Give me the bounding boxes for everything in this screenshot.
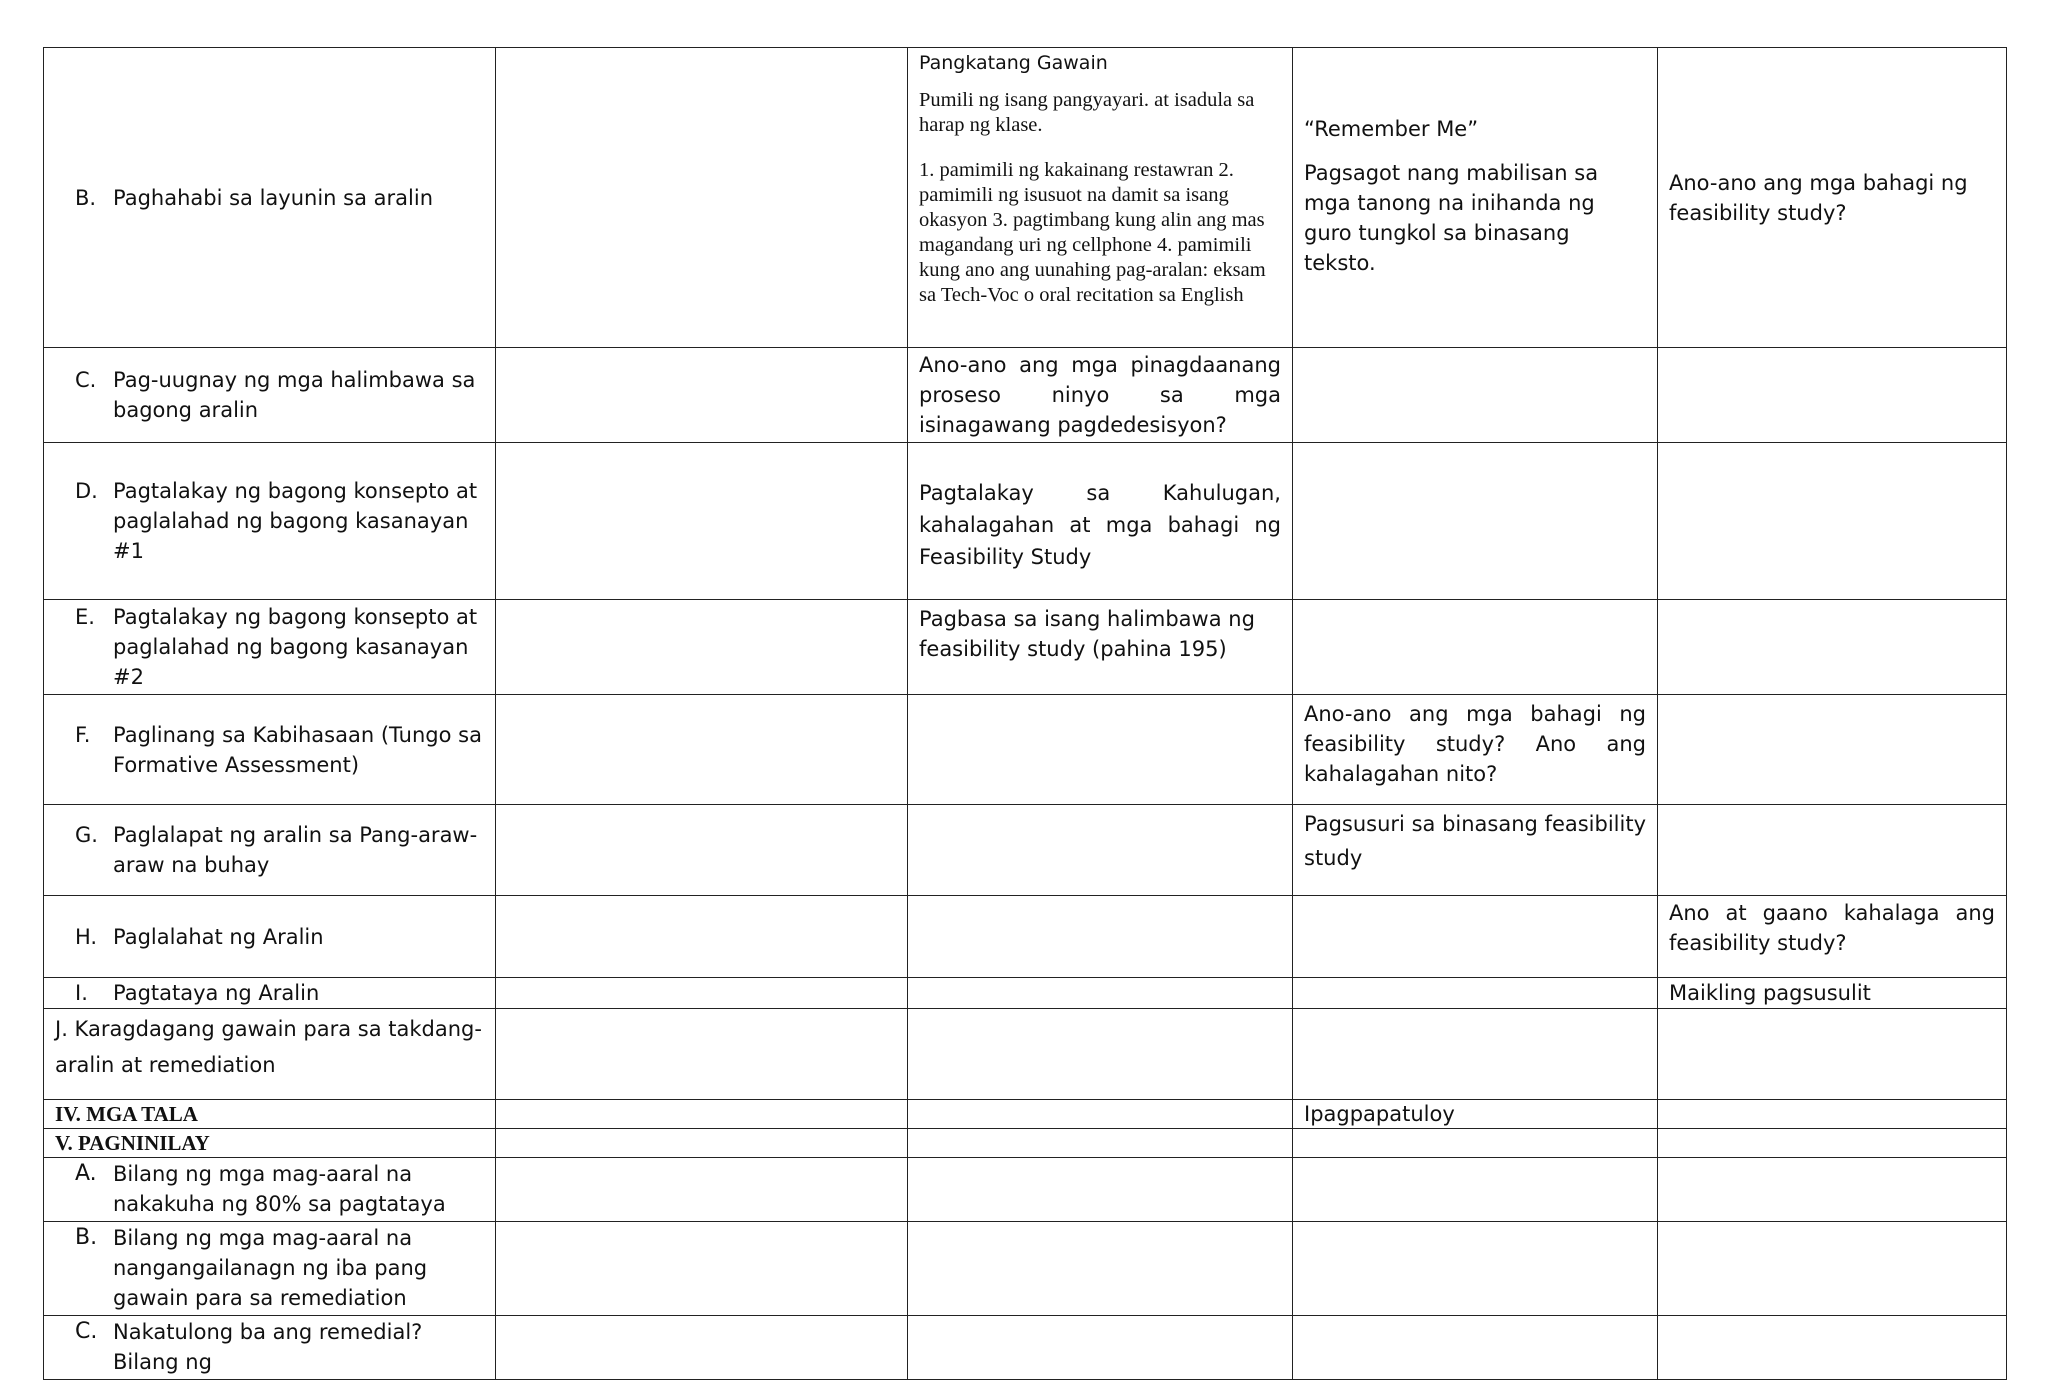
- item-label: Pag-uugnay ng mga halimbawa sa bagong aralin: [113, 368, 476, 422]
- notes-text: Ipagpapatuloy: [1304, 1102, 1455, 1126]
- item-label: Bilang ng mga mag-aaral na nakakuha ng 80% sa pagtataya: [113, 1162, 446, 1216]
- table-cell: [496, 1222, 908, 1316]
- item-letter: C.: [75, 368, 97, 392]
- question-text: Ano-ano ang mga bahagi ng feasibility study?: [1669, 170, 1968, 225]
- table-cell: [496, 978, 908, 1009]
- discussion-text: Pagtalakay sa Kahulugan, kahalagahan at mga bahagi ng Feasibility Study: [919, 481, 1281, 569]
- table-cell: [1293, 978, 1658, 1009]
- table-cell: [1658, 348, 2007, 443]
- table-cell: [908, 1100, 1293, 1129]
- item-letter: H.: [75, 924, 98, 949]
- table-cell: [1293, 600, 1658, 695]
- row-label-cell: [44, 443, 496, 600]
- table-cell: [908, 443, 1293, 600]
- table-cell: [908, 48, 1293, 348]
- question-text: Ano at gaano kahalaga ang feasibility study?: [1669, 901, 1995, 955]
- table-cell: [1658, 1316, 2007, 1380]
- table-cell: [1293, 1316, 1658, 1380]
- section-heading-cell: [44, 1100, 496, 1129]
- section-heading: IV. MGA TALA: [55, 1102, 198, 1126]
- table-row: [44, 48, 2007, 348]
- table-cell: [496, 695, 908, 805]
- item-label: J. Karagdagang gawain para sa takdang-aralin at remediation: [55, 1017, 482, 1077]
- table-cell: [1293, 805, 1658, 896]
- table-cell: [496, 896, 908, 978]
- table-cell: [1293, 1158, 1658, 1222]
- item-letter: G.: [75, 823, 98, 847]
- table-cell: [1658, 443, 2007, 600]
- lesson-plan-table: [43, 47, 2007, 1380]
- item-label: Pagtalakay ng bagong konsepto at paglalahad ng bagong kasanayan #2: [113, 605, 478, 689]
- table-row: [44, 1316, 2007, 1380]
- table-cell: [1658, 1129, 2007, 1158]
- question-text: Ano-ano ang mga bahagi ng feasibility study? Ano ang kahalagahan nito?: [1304, 702, 1646, 786]
- table-row: [44, 805, 2007, 896]
- reading-text: Pagbasa sa isang halimbawa ng feasibility study (pahina 195): [919, 607, 1255, 661]
- table-row: [44, 1222, 2007, 1316]
- item-letter: I.: [75, 981, 88, 1005]
- item-label: Paghahabi sa layunin sa aralin: [113, 185, 434, 210]
- table-cell: [1293, 1222, 1658, 1316]
- table-cell: [1293, 1100, 1658, 1129]
- table-row: [44, 1100, 2007, 1129]
- table-row: [44, 600, 2007, 695]
- item-label: Paglalapat ng aralin sa Pang-araw-araw na buhay: [113, 823, 478, 877]
- row-label-cell: [44, 978, 496, 1009]
- table-cell: [1293, 695, 1658, 805]
- table-cell: [1293, 48, 1658, 348]
- table-cell: [908, 896, 1293, 978]
- table-cell: [496, 1158, 908, 1222]
- table-cell: [908, 1222, 1293, 1316]
- item-letter: C.: [75, 1319, 98, 1344]
- table-cell: [496, 1129, 908, 1158]
- game-title: “Remember Me”: [1304, 117, 1479, 141]
- analysis-text: Pagsusuri sa binasang feasibility study: [1304, 812, 1646, 870]
- item-label: Pagtataya ng Aralin: [113, 981, 320, 1005]
- table-row: [44, 695, 2007, 805]
- table-row: [44, 896, 2007, 978]
- table-cell: [1658, 805, 2007, 896]
- table-row: [44, 978, 2007, 1009]
- item-letter: F.: [75, 722, 91, 747]
- table-cell: [908, 1129, 1293, 1158]
- row-label-cell: [44, 600, 496, 695]
- table-cell: [908, 1316, 1293, 1380]
- row-label-cell: [44, 1009, 496, 1100]
- assessment-text: Maikling pagsusulit: [1669, 981, 1871, 1005]
- item-label: Paglalahat ng Aralin: [113, 924, 324, 949]
- table-cell: [1658, 978, 2007, 1009]
- table-cell: [1658, 600, 2007, 695]
- table-row: [44, 1009, 2007, 1100]
- row-label-cell: [44, 348, 496, 443]
- table-cell: [496, 1009, 908, 1100]
- table-cell: [1658, 695, 2007, 805]
- activity-instruction: Pumili ng isang pangyayari. at isadula sa harap ng klase.: [919, 89, 1255, 136]
- item-letter: B.: [75, 185, 97, 210]
- table-cell: [496, 805, 908, 896]
- table-cell: [496, 600, 908, 695]
- item-letter: B.: [75, 1225, 98, 1250]
- table-cell: [908, 695, 1293, 805]
- item-letter: A.: [75, 1161, 97, 1186]
- item-label: Pagtalakay ng bagong konsepto at paglalahad ng bagong kasanayan #1: [113, 479, 478, 563]
- row-label-cell: [44, 1222, 496, 1316]
- table-cell: [908, 1009, 1293, 1100]
- row-label-cell: [44, 896, 496, 978]
- table-cell: [496, 443, 908, 600]
- activity-list: 1. pamimili ng kakainang restawran 2. pamimili ng isusuot na damit sa isang okasyon 3. pagtimbang kung alin ang mas magandang uri ng cellphone 4. pamimili kung ano ang uunahing pag-aralan: eksam sa Tech-Voc o oral recitation sa English: [919, 159, 1266, 306]
- table-cell: [496, 1316, 908, 1380]
- table-cell: [1658, 48, 2007, 348]
- table-cell: [1658, 1009, 2007, 1100]
- item-label: Bilang ng mga mag-aaral na nangangailanagn ng iba pang gawain para sa remediation: [113, 1226, 428, 1310]
- item-label: Nakatulong ba ang remedial? Bilang ng: [113, 1320, 423, 1374]
- activity-heading: Pangkatang Gawain: [919, 52, 1108, 74]
- row-label-cell: [44, 1316, 496, 1380]
- table-cell: [1293, 348, 1658, 443]
- section-heading-cell: [44, 1129, 496, 1158]
- section-heading: V. PAGNINILAY: [55, 1131, 210, 1155]
- table-cell: [908, 600, 1293, 695]
- table-row: [44, 1129, 2007, 1158]
- table-cell: [496, 348, 908, 443]
- table-cell: [908, 805, 1293, 896]
- row-label-cell: [44, 805, 496, 896]
- item-letter: E.: [75, 605, 95, 629]
- table-cell: [1658, 1158, 2007, 1222]
- table-cell: [496, 48, 908, 348]
- row-label-cell: [44, 695, 496, 805]
- question-text: Ano-ano ang mga pinagdaanang proseso ninyo sa mga isinagawang pagdedesisyon?: [919, 353, 1281, 437]
- table-cell: [496, 1100, 908, 1129]
- table-cell: [908, 978, 1293, 1009]
- table-row: [44, 348, 2007, 443]
- table-cell: [908, 1158, 1293, 1222]
- table-cell: [1658, 896, 2007, 978]
- row-label-cell: [44, 1158, 496, 1222]
- table-row: [44, 1158, 2007, 1222]
- table-cell: [1293, 896, 1658, 978]
- table-cell: [1293, 1009, 1658, 1100]
- table-cell: [1658, 1100, 2007, 1129]
- table-row: [44, 443, 2007, 600]
- item-label: Paglinang sa Kabihasaan (Tungo sa Formative Assessment): [113, 722, 482, 777]
- table-cell: [1293, 443, 1658, 600]
- table-cell: [1658, 1222, 2007, 1316]
- game-description: Pagsagot nang mabilisan sa mga tanong na inihanda ng guro tungkol sa binasang teksto.: [1304, 161, 1599, 275]
- table-cell: [908, 348, 1293, 443]
- table-cell: [1293, 1129, 1658, 1158]
- item-letter: D.: [75, 479, 98, 503]
- row-label-cell: [44, 48, 496, 348]
